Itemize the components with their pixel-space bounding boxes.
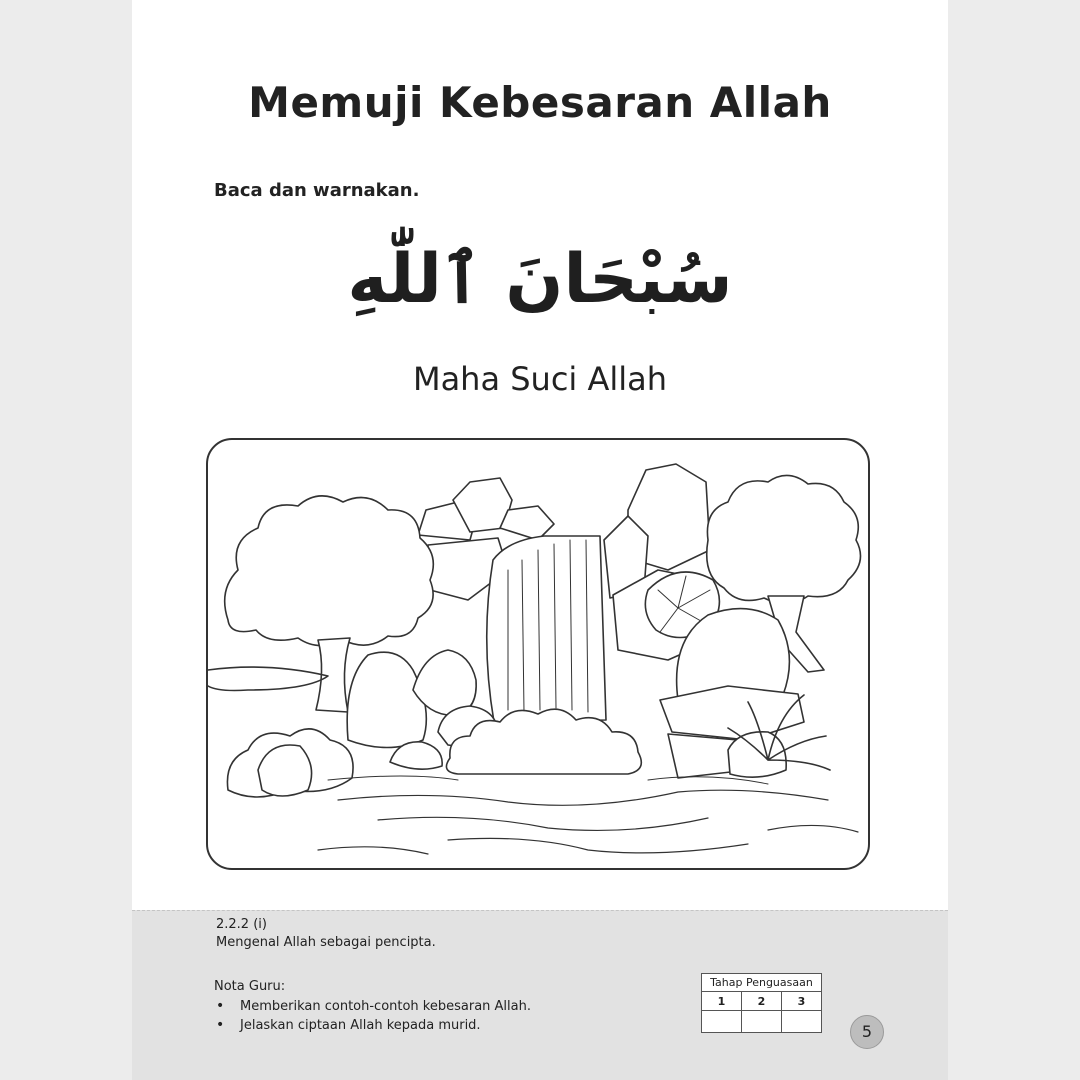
arabic-phrase: سُبْحَانَ ٱللّٰهِ xyxy=(347,240,733,319)
learning-objective-text: Mengenal Allah sebagai pencipta. xyxy=(216,935,436,950)
left-tree-canopy xyxy=(225,496,434,646)
cliff-rock xyxy=(500,506,554,540)
mastery-level-3: 3 xyxy=(782,992,822,1011)
mastery-level-table xyxy=(701,973,822,1033)
waterfall-coloring-illustration xyxy=(208,440,868,868)
mastery-box-3[interactable] xyxy=(782,1011,822,1033)
mastery-box-2[interactable] xyxy=(742,1011,782,1033)
mastery-box-1[interactable] xyxy=(702,1011,742,1033)
teacher-note-item: • Memberikan contoh-contoh kebesaran Allah. xyxy=(214,997,531,1016)
teacher-notes-list xyxy=(214,997,531,1035)
teacher-notes-title: Nota Guru: xyxy=(214,979,286,994)
worksheet-page xyxy=(132,0,948,1080)
phrase-meaning: Maha Suci Allah xyxy=(412,360,668,398)
mastery-level-1: 1 xyxy=(702,992,742,1011)
coloring-picture-frame xyxy=(206,438,870,870)
mastery-table-heading: Tahap Penguasaan xyxy=(702,974,822,992)
river-flow xyxy=(318,790,858,854)
instruction-text: Baca dan warnakan. xyxy=(214,180,420,201)
page-number-badge: 5 xyxy=(850,1015,884,1049)
boulder xyxy=(347,652,426,747)
river-bank xyxy=(208,667,328,690)
page-title: Memuji Kebesaran Allah xyxy=(248,78,832,127)
right-tree-canopy xyxy=(707,475,861,603)
learning-objective-code: 2.2.2 (i) xyxy=(216,917,267,932)
teacher-note-item: • Jelaskan ciptaan Allah kepada murid. xyxy=(214,1016,531,1035)
teacher-footer xyxy=(132,910,948,1080)
mastery-level-2: 2 xyxy=(742,992,782,1011)
